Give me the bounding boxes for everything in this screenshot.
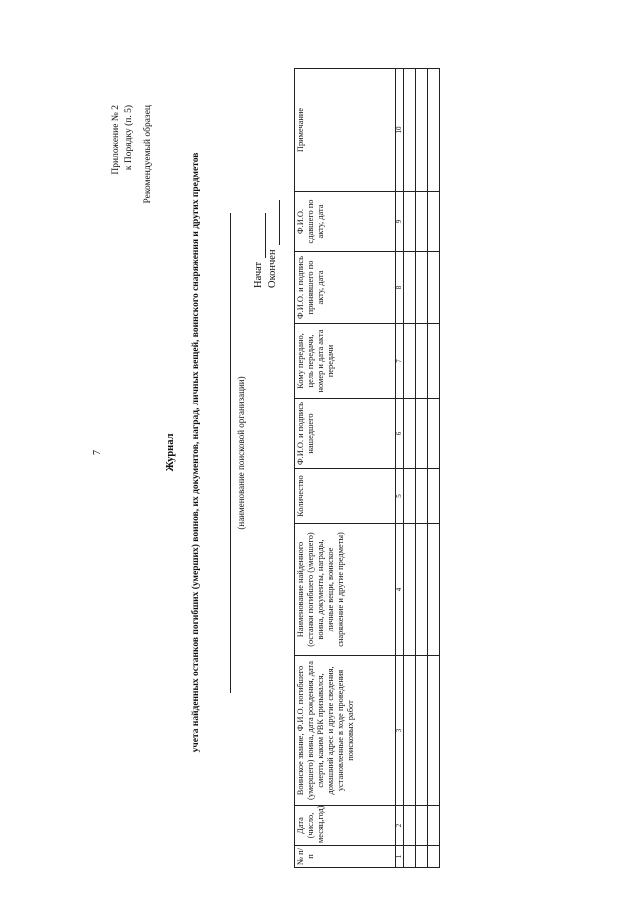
header-cell: № п/п	[295, 846, 396, 868]
table-cell	[428, 192, 440, 252]
header-cell: Примечание	[295, 69, 396, 192]
header-cell: Количество	[295, 469, 396, 524]
organization-name-line	[230, 213, 231, 693]
appendix-reference	[110, 105, 136, 175]
table-row	[416, 69, 428, 868]
table-cell	[416, 324, 428, 399]
column-number: 6	[396, 399, 404, 469]
column-number: 8	[396, 252, 404, 324]
table-row	[428, 69, 440, 868]
table-cell	[428, 846, 440, 868]
header-cell: Ф.И.О. сдавшего по акту, дата	[295, 192, 396, 252]
table-cell	[428, 252, 440, 324]
table-cell	[428, 69, 440, 192]
table-cell	[416, 192, 428, 252]
appendix-line-2: к Порядку (п. 5)	[124, 105, 134, 171]
table-cell	[404, 806, 416, 846]
header-cell: Наименование найденного (останки погибшего (умершего) воина, документы, награды, личные вещи, воинское снаряжение и другие предметы)	[295, 524, 396, 656]
header-cell: Ф.И.О. и подпись принявшего по акту, дата	[295, 252, 396, 324]
table-cell	[404, 656, 416, 806]
table-cell	[428, 524, 440, 656]
table-cell	[404, 192, 416, 252]
table-cell	[428, 656, 440, 806]
document-subtitle: учета найденных останков погибших (умерших) воинов, их документов, наград, личных вещей, воинского снаряжения и других предметов	[191, 152, 201, 753]
page-number: 7	[92, 450, 103, 455]
header-cell: Кому передано, цель передачи, номер и дата акта передачи	[295, 324, 396, 399]
column-number: 5	[396, 469, 404, 524]
column-number: 10	[396, 69, 404, 192]
started-row	[252, 200, 266, 288]
ended-label: Окончен	[267, 249, 278, 288]
appendix-line-1: Приложение № 2	[111, 105, 121, 175]
ended-line	[268, 200, 280, 245]
column-number-row	[396, 69, 404, 868]
table-cell	[404, 324, 416, 399]
organization-caption: (наименование поисковой организации)	[236, 376, 246, 530]
table-cell	[404, 524, 416, 656]
ended-row	[266, 200, 280, 288]
table-cell	[404, 399, 416, 469]
document-title: Журнал	[165, 433, 176, 472]
table-cell	[428, 324, 440, 399]
table-row	[404, 69, 416, 868]
table-cell	[428, 806, 440, 846]
table-cell	[416, 469, 428, 524]
table-cell	[416, 846, 428, 868]
table-cell	[428, 399, 440, 469]
header-cell: Воинское звание, Ф.И.О. погибшего (умершего) воина, дата рождения, дата смерти, каким РВК призывался, домашний адрес и другие сведения, установленные в ходе проведения поисковых работ	[295, 656, 396, 806]
header-row	[295, 69, 396, 868]
column-number: 9	[396, 192, 404, 252]
table-cell	[416, 656, 428, 806]
table-cell	[416, 399, 428, 469]
column-number: 3	[396, 656, 404, 806]
started-label: Начат	[253, 261, 264, 288]
column-number: 1	[396, 846, 404, 868]
table-cell	[404, 252, 416, 324]
table-cell	[404, 469, 416, 524]
column-number: 7	[396, 324, 404, 399]
journal-table	[294, 68, 440, 868]
journal-period	[252, 200, 280, 288]
table-cell	[416, 524, 428, 656]
started-line	[254, 213, 266, 258]
header-cell: Ф.И.О. и подпись нашедшего	[295, 399, 396, 469]
column-number: 4	[396, 524, 404, 656]
table-cell	[416, 806, 428, 846]
table-cell	[404, 846, 416, 868]
recommended-sample-note: Рекомендуемый образец	[143, 105, 153, 204]
table-cell	[404, 69, 416, 192]
table-cell	[416, 252, 428, 324]
column-number: 2	[396, 806, 404, 846]
header-cell: Дата (число, месяц,год)	[295, 806, 396, 846]
table-cell	[428, 469, 440, 524]
table-cell	[416, 69, 428, 192]
